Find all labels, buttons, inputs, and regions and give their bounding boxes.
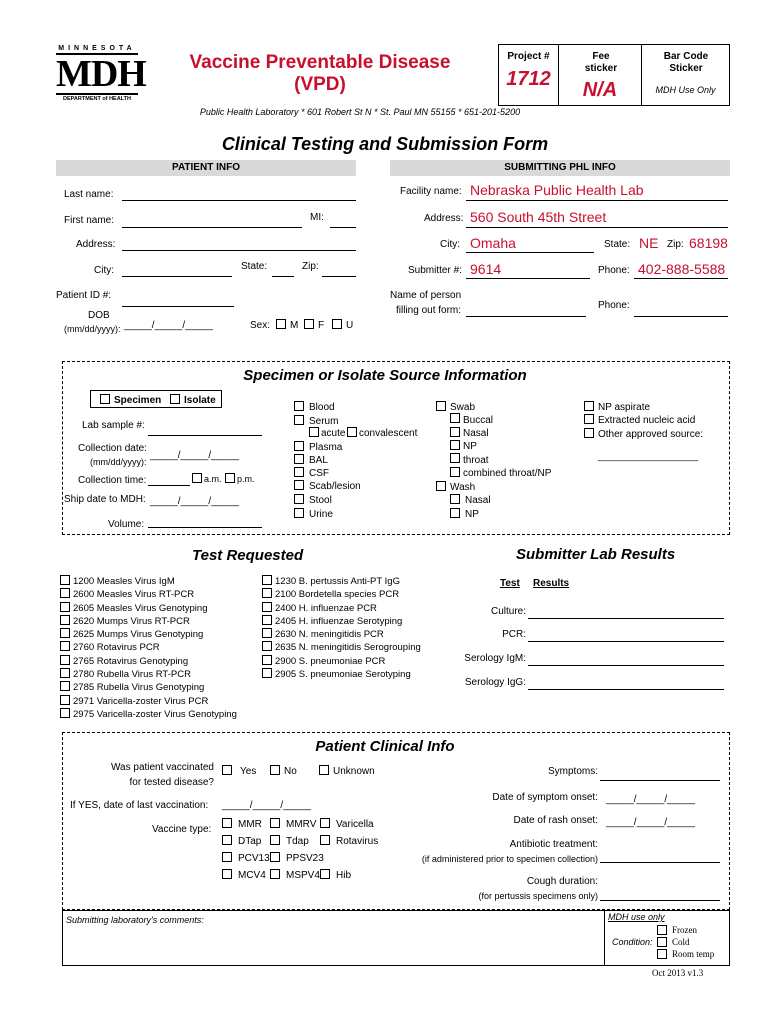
test-left-row [60,641,237,654]
pm-label: p.m. [237,474,255,484]
test-right-label: 1230 B. pertussis Anti-PT IgG [275,576,400,587]
facility-value[interactable]: Nebraska Public Health Lab [470,182,644,198]
vacc-unknown-checkbox[interactable] [319,765,329,775]
test-left-row [60,668,237,681]
rash-onset-input[interactable]: _____/_____/_____ [606,817,695,828]
test-left-label: 2785 Rubella Virus Genotyping [73,682,205,694]
sex-u-checkbox[interactable] [332,319,342,329]
test-left-row [60,575,237,588]
lab-sample-input[interactable] [148,435,262,436]
fee-value: N/A [582,79,618,101]
patient-id-label: Patient ID #: [56,290,112,301]
combined-throat-np-checkbox[interactable] [450,467,460,477]
swab-np-checkbox[interactable] [450,440,460,450]
project-box [498,44,559,106]
blood-checkbox[interactable] [294,401,304,411]
vacc-unknown-label: Unknown [333,766,375,777]
sex-label: Sex: [250,320,271,331]
sex-u-label: U [346,320,354,331]
acute-checkbox[interactable] [309,427,319,437]
form-header-title-2: (VPD) [294,74,346,95]
fee-label: Fee sticker [584,51,618,74]
test-left-checkbox[interactable] [60,628,70,638]
last-vacc-label: If YES, date of last vaccination: [70,800,209,811]
test-left-label: 2971 Varicella-zoster Virus PCR [73,695,209,707]
mdh-use-divider [604,910,605,966]
throat-checkbox[interactable] [450,453,460,463]
acute-label: acute [321,428,346,439]
facility-line [466,200,728,201]
isolate-checkbox[interactable] [170,394,180,404]
patient-zip-label: Zip: [302,261,319,272]
specimen-checkbox[interactable] [100,394,110,404]
version-footer: Oct 2013 v1.3 [652,968,704,978]
person-label-1: Name of person [390,290,462,301]
phl-city-label: City: [440,239,460,250]
room-temp-label: Room temp [672,949,715,959]
dob-label: DOB [88,310,110,321]
wash-label: Wash [450,482,476,493]
convalescent-checkbox[interactable] [347,427,357,437]
test-left-row [60,588,237,601]
phl-phone-line [634,278,728,279]
test-left-checkbox[interactable] [60,615,70,625]
test-left-checkbox[interactable] [60,602,70,612]
vaccine-checkbox[interactable] [222,852,232,862]
test-left-checkbox[interactable] [60,655,70,665]
stool-checkbox[interactable] [294,494,304,504]
specimen-section [62,361,730,535]
symptoms-input[interactable] [600,780,720,781]
collection-time-input[interactable] [148,485,190,486]
person-label-2: filling out form: [396,305,462,316]
test-right-row [262,641,421,654]
results-header: Results [533,578,570,589]
wash-nasal-label: Nasal [465,495,491,506]
project-value: 1712 [506,68,551,90]
symptoms-label: Symptoms: [547,766,598,777]
test-right-row [262,655,421,668]
cough-label: Cough duration: [526,876,598,887]
volume-label: Volume: [108,519,145,530]
frozen-checkbox[interactable] [657,925,667,935]
antibiotic-label: Antibiotic treatment: [509,839,598,850]
phl-state-value[interactable]: NE [639,235,659,251]
rash-onset-label: Date of rash onset: [513,815,598,826]
antibiotic-note: (if administered prior to specimen collection) [421,854,598,864]
patient-info-header: PATIENT INFO [56,160,356,176]
mi-input[interactable] [330,227,356,228]
isolate-opt-label: Isolate [184,395,216,406]
vaccine-checkbox[interactable] [270,852,280,862]
lab-address: Public Health Laboratory * 601 Robert St N * St. Paul MN 55155 * 651-201-5200 [199,107,521,117]
collection-date-label: Collection date: [78,443,147,454]
test-right-checkbox[interactable] [262,628,272,638]
test-left-label: 1200 Measles Virus IgM [73,576,175,587]
patient-city-input[interactable] [122,276,232,277]
vacc-yes-checkbox[interactable] [222,765,232,775]
lab-sample-label: Lab sample #: [82,420,145,431]
dob-input[interactable]: _____/_____/_____ [124,320,213,331]
patient-city-label: City: [94,265,114,276]
vaccine-label: MCV4 [238,870,266,881]
dob-format-label: (mm/dd/yyyy): [64,324,121,334]
logo-top-text: MINNESOTA [56,44,138,55]
mdh-logo [56,44,146,102]
tests-right-list [262,575,421,681]
combined-throat-np-label: combined throat/NP [463,468,552,479]
phone2-input[interactable] [634,316,728,317]
culture-input[interactable] [528,618,724,619]
phl-city-value[interactable]: Omaha [470,235,516,251]
vaccinated-q2: for tested disease? [129,777,214,788]
phl-phone-value[interactable]: 402-888-5588 [638,261,726,277]
vaccine-checkbox[interactable] [222,818,232,828]
scab-lesion-checkbox[interactable] [294,480,304,490]
other-source-checkbox[interactable] [584,428,594,438]
test-left-label: 2780 Rubella Virus RT-PCR [73,669,191,681]
phl-address-value[interactable]: 560 South 45th Street [470,209,607,225]
symptom-onset-label: Date of symptom onset: [492,792,598,803]
vaccine-checkbox[interactable] [320,818,330,828]
plasma-checkbox[interactable] [294,441,304,451]
test-right-checkbox[interactable] [262,602,272,612]
vaccine-checkbox[interactable] [320,835,330,845]
sex-m-label: M [290,320,299,331]
antibiotic-input[interactable] [600,862,720,863]
ship-date-label: Ship date to MDH: [64,494,146,505]
ship-date-input[interactable]: _____/_____/_____ [150,496,239,507]
swab-np-label: NP [463,441,477,452]
test-left-checkbox[interactable] [60,681,70,691]
wash-nasal-checkbox[interactable] [450,494,460,504]
patient-zip-input[interactable] [322,276,356,277]
other-source-input[interactable]: ____________________ [598,451,699,461]
room-temp-checkbox[interactable] [657,949,667,959]
test-left-checkbox[interactable] [60,641,70,651]
test-right-row [262,588,421,601]
patient-address-input[interactable] [122,250,356,251]
test-left-checkbox[interactable] [60,695,70,705]
wash-np-label: NP [465,509,479,520]
tests-left-list [60,575,237,721]
vaccine-label: PPSV23 [286,853,324,864]
serology-igg-input[interactable] [528,689,724,690]
urine-checkbox[interactable] [294,508,304,518]
scab-lesion-label: Scab/lesion [309,481,361,492]
specimen-title: Specimen or Isolate Source Information [243,367,527,384]
patient-id-input[interactable] [122,306,234,307]
test-left-row [60,615,237,628]
lab-results-title: Submitter Lab Results [516,546,676,563]
test-right-row [262,668,421,681]
last-name-input[interactable] [122,200,356,201]
patient-state-input[interactable] [272,276,294,277]
vaccine-type-label: Vaccine type: [152,824,212,835]
serology-igm-label: Serology IgM: [464,653,526,664]
phl-address-line [466,227,728,228]
test-right-row [262,602,421,615]
test-requested-title: Test Requested [192,547,304,564]
cough-input[interactable] [600,900,720,901]
culture-label: Culture: [490,606,526,617]
test-left-label: 2765 Rotavirus Genotyping [73,655,189,667]
submitter-value[interactable]: 9614 [470,261,502,277]
test-left-row [60,695,237,708]
throat-label: throat [463,455,489,466]
vaccine-label: MMR [238,819,262,830]
vaccine-label: Rotavirus [336,836,379,847]
csf-label: CSF [309,468,329,479]
plasma-label: Plasma [309,442,343,453]
phl-address-label: Address: [424,213,464,224]
vaccine-label: MSPV4 [286,870,320,881]
wash-checkbox[interactable] [436,481,446,491]
condition-label: Condition: [612,937,653,947]
collection-date-input[interactable]: _____/_____/_____ [150,450,239,461]
test-left-label: 2620 Mumps Virus RT-PCR [73,615,190,627]
form-header-title-1: Vaccine Preventable Disease [189,52,451,73]
test-right-label: 2100 Bordetella species PCR [275,589,400,601]
collection-time-label: Collection time: [78,475,147,486]
submitter-line [466,278,590,279]
nucleic-acid-checkbox[interactable] [584,414,594,424]
swab-nasal-checkbox[interactable] [450,427,460,437]
test-right-label: 2635 N. meningitidis Serogrouping [275,642,421,654]
submitter-label: Submitter #: [408,265,462,276]
vacc-no-label: No [284,766,297,777]
test-right-checkbox[interactable] [262,588,272,598]
test-right-checkbox[interactable] [262,575,272,585]
test-left-checkbox[interactable] [60,588,70,598]
phl-state-label: State: [604,239,631,250]
last-name-label: Last name: [64,189,114,200]
comments-label: Submitting laboratory's comments: [66,915,204,925]
cold-label: Cold [672,937,690,947]
np-aspirate-label: NP aspirate [598,402,651,413]
first-name-input[interactable] [122,227,302,228]
vaccinated-q1: Was patient vaccinated [110,762,214,773]
vaccine-checkbox[interactable] [270,818,280,828]
barcode-label: Bar Code Sticker [663,51,709,74]
phl-zip-value[interactable]: 68198 [689,235,728,251]
logo-bottom-text: DEPARTMENT of HEALTH [56,93,138,103]
pm-checkbox[interactable] [225,473,235,483]
wash-np-checkbox[interactable] [450,508,460,518]
vaccine-label: PCV13 [238,853,270,864]
fee-box [558,44,642,106]
barcode-box [641,44,730,106]
test-left-checkbox[interactable] [60,575,70,585]
blood-label: Blood [309,402,335,413]
form-title: Clinical Testing and Submission Form [221,134,549,154]
vaccine-checkbox[interactable] [270,869,280,879]
mdh-use-only-label: MDH Use Only [655,85,716,95]
serology-igg-label: Serology IgG: [464,677,526,688]
vaccine-checkbox[interactable] [320,869,330,879]
np-aspirate-checkbox[interactable] [584,401,594,411]
frozen-label: Frozen [672,925,697,935]
test-right-row [262,615,421,628]
test-right-checkbox[interactable] [262,668,272,678]
pcr-input[interactable] [528,641,724,642]
phl-phone-label: Phone: [598,265,630,276]
test-left-checkbox[interactable] [60,708,70,718]
test-right-checkbox[interactable] [262,655,272,665]
test-left-row [60,602,237,615]
serum-label: Serum [309,416,339,427]
person-input[interactable] [466,316,586,317]
cold-checkbox[interactable] [657,937,667,947]
patient-address-label: Address: [76,239,116,250]
am-checkbox[interactable] [192,473,202,483]
test-right-row [262,628,421,641]
sex-m-checkbox[interactable] [276,319,286,329]
facility-label: Facility name: [400,186,462,197]
vaccine-label: Hib [336,870,352,881]
vaccine-checkbox[interactable] [222,835,232,845]
clinical-title: Patient Clinical Info [315,738,455,755]
phl-city-line [466,252,594,253]
buccal-label: Buccal [463,415,494,426]
vaccine-checkbox[interactable] [270,835,280,845]
test-right-label: 2630 N. meningitidis PCR [275,629,384,641]
swab-nasal-label: Nasal [463,428,489,439]
vaccine-label: Tdap [286,836,309,847]
urine-label: Urine [309,509,333,520]
test-left-label: 2605 Measles Virus Genotyping [73,602,208,614]
last-vacc-input[interactable]: _____/_____/_____ [222,800,311,811]
first-name-label: First name: [64,215,115,226]
vacc-yes-label: Yes [240,766,257,777]
bal-label: BAL [309,455,328,466]
stool-label: Stool [309,495,332,506]
test-left-label: 2600 Measles Virus RT-PCR [73,589,195,601]
volume-input[interactable] [148,527,262,528]
test-left-label: 2760 Rotavirus PCR [73,642,160,654]
mdh-use-label: MDH use only [608,912,665,922]
vaccine-label: MMRV [286,819,317,830]
test-right-label: 2900 S. pneumoniae PCR [275,655,386,667]
test-left-checkbox[interactable] [60,668,70,678]
project-label: Project # [507,51,550,62]
nucleic-acid-label: Extracted nucleic acid [598,415,696,426]
vaccine-checkbox[interactable] [222,869,232,879]
pcr-label: PCR: [502,629,526,640]
test-right-label: 2400 H. influenzae PCR [275,602,377,614]
bal-checkbox[interactable] [294,454,304,464]
serology-igm-input[interactable] [528,665,724,666]
test-left-label: 2975 Varicella-zoster Virus Genotyping [73,708,237,720]
vaccine-label: Varicella [336,819,374,830]
phl-zip-label: Zip: [667,239,684,250]
csf-checkbox[interactable] [294,467,304,477]
sex-f-label: F [318,320,325,331]
test-right-checkbox[interactable] [262,615,272,625]
test-left-row [60,708,237,721]
cough-note: (for pertussis specimens only) [478,891,598,901]
symptom-onset-input[interactable]: _____/_____/_____ [606,794,695,805]
collection-date-fmt: (mm/dd/yyyy): [90,457,147,467]
test-left-row [60,655,237,668]
other-source-label: Other approved source: [598,429,704,440]
vacc-no-checkbox[interactable] [270,765,280,775]
sex-f-checkbox[interactable] [304,319,314,329]
buccal-checkbox[interactable] [450,413,460,423]
test-left-row [60,628,237,641]
test-right-checkbox[interactable] [262,641,272,651]
swab-label: Swab [450,402,476,413]
patient-state-label: State: [241,261,268,272]
test-right-row [262,575,421,588]
phone2-label: Phone: [598,300,630,311]
test-right-label: 2905 S. pneumoniae Serotyping [275,669,411,681]
serum-checkbox[interactable] [294,415,304,425]
mi-label: MI: [310,212,324,223]
vaccine-label: DTap [238,836,262,847]
test-right-label: 2405 H. influenzae Serotyping [275,615,403,627]
test-left-label: 2625 Mumps Virus Genotyping [73,629,204,641]
specimen-opt-label: Specimen [114,395,162,406]
convalescent-label: convalescent [359,428,418,439]
submitting-info-header: SUBMITTING PHL INFO [390,160,730,176]
test-header: Test [500,578,520,589]
am-label: a.m. [204,474,222,484]
logo-main-text: MDH [56,53,146,95]
test-left-row [60,681,237,694]
swab-checkbox[interactable] [436,401,446,411]
